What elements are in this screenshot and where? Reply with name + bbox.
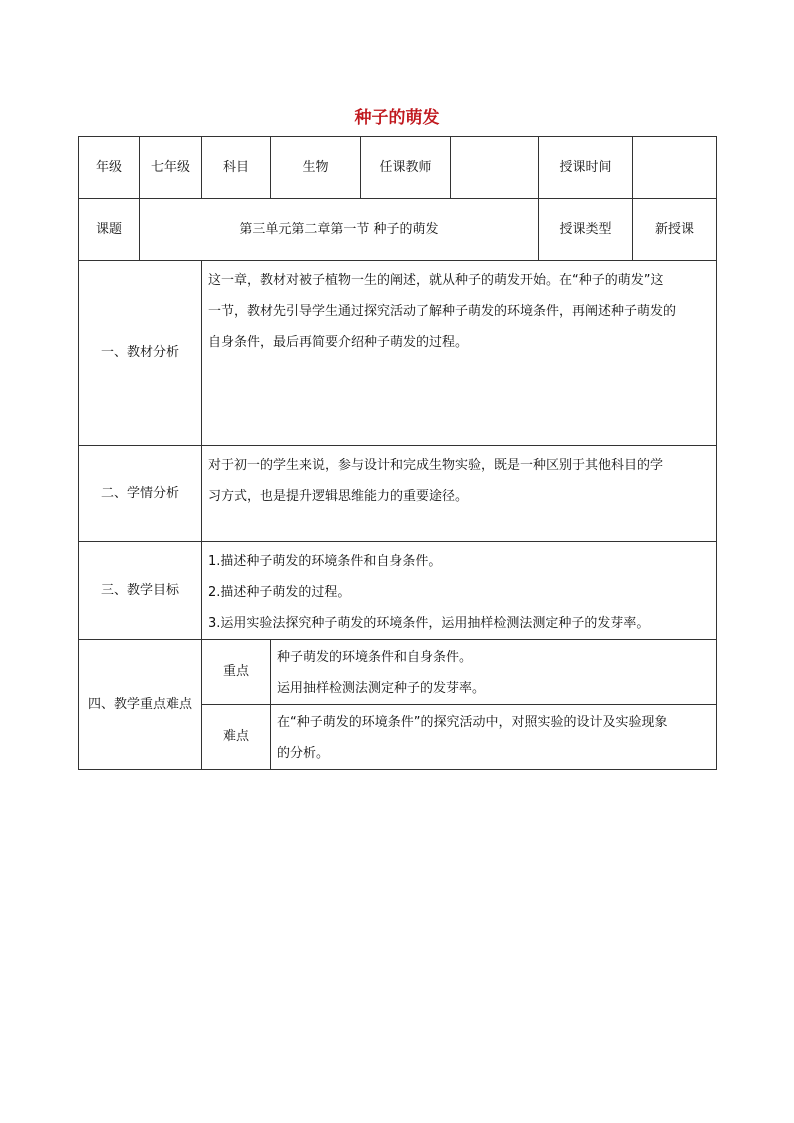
topic-label: 课题 bbox=[79, 199, 140, 261]
key-row bbox=[79, 640, 717, 705]
difficult-line: 在“种子萌发的环境条件”的探究活动中，对照实验的设计及实验现象 bbox=[277, 715, 668, 730]
subject-label: 科目 bbox=[202, 137, 271, 199]
key-content bbox=[271, 640, 717, 705]
info-row bbox=[79, 137, 717, 199]
focus-label: 四、教学重点难点 bbox=[79, 640, 202, 770]
topic-row bbox=[79, 199, 717, 261]
key-label: 重点 bbox=[202, 640, 271, 705]
students-row bbox=[79, 446, 717, 542]
difficult-content bbox=[271, 705, 717, 770]
grade-value: 七年级 bbox=[140, 137, 202, 199]
goals-row bbox=[79, 542, 717, 640]
goals-content bbox=[202, 542, 717, 640]
topic-value: 第三单元第二章第一节 种子的萌发 bbox=[140, 199, 539, 261]
goal-item: 1.描述种子萌发的环境条件和自身条件。 bbox=[208, 554, 442, 569]
page-title: 种子的萌发 bbox=[354, 108, 440, 128]
difficult-label: 难点 bbox=[202, 705, 271, 770]
students-line: 习方式，也是提升逻辑思维能力的重要途径。 bbox=[208, 489, 469, 504]
goal-item: 3.运用实验法探究种子萌发的环境条件，运用抽样检测法测定种子的发芽率。 bbox=[208, 616, 650, 631]
students-line: 对于初一的学生来说，参与设计和完成生物实验，既是一种区别于其他科目的学 bbox=[208, 458, 664, 473]
students-content bbox=[202, 446, 717, 542]
lesson-plan-table bbox=[78, 136, 717, 770]
type-value: 新授课 bbox=[633, 199, 717, 261]
textbook-row bbox=[79, 261, 717, 446]
grade-label: 年级 bbox=[79, 137, 140, 199]
teacher-label: 任课教师 bbox=[361, 137, 451, 199]
key-line: 种子萌发的环境条件和自身条件。 bbox=[277, 650, 473, 665]
time-value bbox=[633, 137, 717, 199]
type-label: 授课类型 bbox=[539, 199, 633, 261]
textbook-label: 一、教材分析 bbox=[79, 261, 202, 446]
teacher-value bbox=[451, 137, 539, 199]
goals-label: 三、教学目标 bbox=[79, 542, 202, 640]
textbook-line: 这一章，教材对被子植物一生的阐述，就从种子的萌发开始。在“种子的萌发”这 bbox=[208, 273, 664, 288]
time-label: 授课时间 bbox=[539, 137, 633, 199]
textbook-content bbox=[202, 261, 717, 446]
students-label: 二、学情分析 bbox=[79, 446, 202, 542]
key-line: 运用抽样检测法测定种子的发芽率。 bbox=[277, 681, 486, 696]
textbook-line: 一节，教材先引导学生通过探究活动了解种子萌发的环境条件，再阐述种子萌发的 bbox=[208, 304, 677, 319]
textbook-line: 自身条件，最后再简要介绍种子萌发的过程。 bbox=[208, 335, 469, 350]
subject-value: 生物 bbox=[271, 137, 361, 199]
difficult-line: 的分析。 bbox=[277, 746, 330, 761]
goal-item: 2.描述种子萌发的过程。 bbox=[208, 585, 351, 600]
